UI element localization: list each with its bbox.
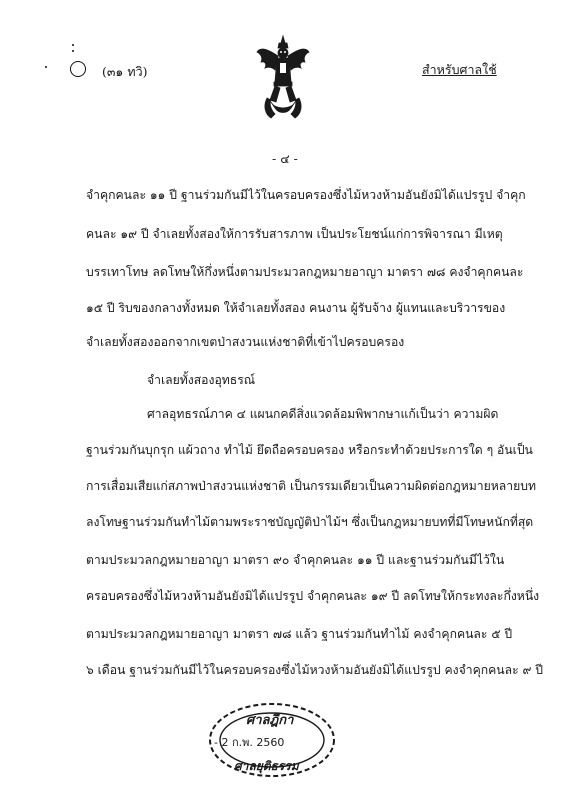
speck [72,44,74,46]
body-line: ฐานร่วมกันบุกรุก แผ้วถาง ทำไม้ ยึดถือครอบครอง หรือกระทำด้วยประการใด ๆ อันเป็น [86,443,533,457]
body-line: ๖ เดือน ฐานร่วมกันมีไว้ในครอบครองซึ่งไม้หวงห้ามอันยังมิได้แปรรูป คงจำคุกคนละ ๙ ปี [86,663,544,677]
body-line: ครอบครองซึ่งไม้หวงห้ามอันยังมิได้แปรรูป จำคุกคนละ ๑๙ ปี ลดโทษให้กระทงละกึ่งหนึ่ง [86,589,540,603]
garuda-emblem-icon [255,34,311,120]
body-line: ลงโทษฐานร่วมกันทำไม้ตามพระราชบัญญัติป่าไม้ฯ ซึ่งเป็นกฎหมายบทที่มีโทษหนักที่สุด [86,515,534,529]
case-number: (๓๑ ทวิ) [102,64,148,79]
body-line: คนละ ๑๙ ปี จำเลยทั้งสองให้การรับสารภาพ เป็นประโยชน์แก่การพิจารณา มีเหตุ [86,227,503,241]
body-line: การเสื่อมเสียแก่สภาพป่าสงวนแห่งชาติ เป็นกรรมเดียวเป็นความผิดต่อกฎหมายหลายบท [86,479,537,493]
body-line: จำเลยทั้งสองอุทธรณ์ [147,373,256,387]
court-date-stamp [200,690,350,790]
body-line: ตามประมวลกฎหมายอาญา มาตรา ๗๘ แล้ว ฐานร่วมกันทำไม้ คงจำคุกคนละ ๕ ปี [86,627,513,641]
speck [45,66,47,68]
body-line: จำเลยทั้งสองออกจากเขตป่าสงวนแห่งชาติที่เข้าไปครอบครอง [86,335,405,349]
stamp-date-text: - 2 ก.พ. 2560 [214,736,285,749]
hole-punch-circle [70,61,86,77]
court-use-label: สำหรับศาลใช้ [422,62,497,77]
body-line: จำคุกคนละ ๑๑ ปี ฐานร่วมกันมีไว้ในครอบครองซึ่งไม้หวงห้ามอันยังมิได้แปรรูป จำคุก [86,188,526,202]
body-line: บรรเทาโทษ ลดโทษให้กึ่งหนึ่งตามประมวลกฎหมายอาญา มาตรา ๗๘ คงจำคุกคนละ [86,265,524,279]
body-line: ศาลอุทธรณ์ภาค ๔ แผนกคดีสิ่งแวดล้อมพิพากษาแก้เป็นว่า ความผิด [147,407,499,421]
body-line: ตามประมวลกฎหมายอาญา มาตรา ๙๐ จำคุกคนละ ๑๑ ปี และฐานร่วมกันมีไว้ใน [86,553,505,567]
stamp-top-text: ศาลฎีกา [246,713,294,728]
stamp-bottom-text: ศาลยุติธรรม [234,759,299,773]
speck [72,50,74,52]
body-line: ๑๕ ปี ริบของกลางทั้งหมด ให้จำเลยทั้งสอง คนงาน ผู้รับจ้าง ผู้แทนและบริวารของ [86,301,506,315]
page-number: - ๔ - [272,151,298,166]
